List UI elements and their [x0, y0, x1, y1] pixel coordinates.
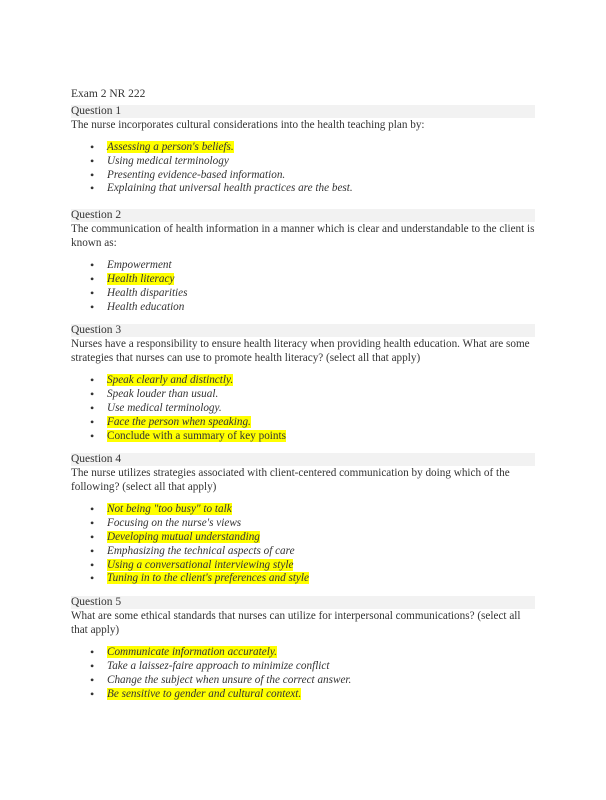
- bullet-icon: •: [90, 672, 95, 687]
- answer-item: [90, 645, 535, 660]
- question-5: [71, 596, 535, 701]
- answer-text: Use medical terminology.: [107, 401, 222, 414]
- bullet-icon: •: [90, 686, 95, 701]
- question-text: The communication of health information in a manner which is clear and understandable to the client is known as:: [71, 223, 535, 250]
- highlighted-answer-text: Not being "too busy" to talk: [107, 503, 232, 516]
- bullet-icon: •: [90, 557, 95, 572]
- bullet-icon: •: [90, 400, 95, 415]
- answer-text: Emphasizing the technical aspects of care: [107, 544, 295, 557]
- answer-item: [90, 140, 535, 155]
- question-text: Nurses have a responsibility to ensure health literacy when providing health education. What are some strategies that nurses can use to promote health literacy? (select all that apply): [71, 338, 530, 365]
- highlighted-answer-text: Assessing a person's beliefs.: [107, 141, 234, 153]
- answer-item: [90, 387, 535, 402]
- answer-item: [90, 271, 535, 287]
- answer-text: Focusing on the nurse's views: [107, 517, 242, 530]
- answer-item: [90, 543, 535, 559]
- highlighted-answer-text: Speak clearly and distinctly.: [107, 374, 234, 387]
- highlighted-answer-text: Using a conversational interviewing style: [107, 558, 294, 571]
- answer-item: [90, 400, 535, 416]
- bullet-icon: •: [90, 414, 95, 429]
- answer-list: [71, 259, 535, 314]
- bullet-icon: •: [90, 529, 95, 544]
- question-text: The nurse utilizes strategies associated with client-centered communication by doing which of the following? (select all that apply): [71, 467, 510, 494]
- bullet-icon: •: [90, 502, 95, 517]
- answer-text: Health disparities: [107, 286, 188, 299]
- answer-item: [90, 658, 535, 674]
- answer-text: Using medical terminology: [107, 154, 229, 167]
- answer-list: [71, 374, 535, 443]
- question-label: Question 4: [71, 453, 535, 466]
- answer-list: [71, 503, 535, 586]
- highlighted-answer-text: Health literacy: [107, 272, 175, 285]
- answer-item: [90, 153, 535, 169]
- bullet-icon: •: [90, 285, 95, 300]
- answer-text: Speak louder than usual.: [107, 388, 219, 401]
- bullet-icon: •: [90, 428, 95, 443]
- answer-item: [90, 672, 535, 688]
- bullet-icon: •: [90, 271, 95, 286]
- answer-text: Change the subject when unsure of the correct answer.: [107, 673, 352, 686]
- question-text: What are some ethical standards that nurses can utilize for interpersonal communications? (select all that apply): [71, 610, 521, 637]
- question-3: [71, 324, 535, 443]
- question-1: [71, 105, 535, 196]
- bullet-icon: •: [90, 373, 95, 388]
- question-list: [71, 105, 535, 701]
- answer-item: [90, 428, 535, 444]
- bullet-icon: •: [90, 181, 95, 196]
- answer-text: Presenting evidence-based information.: [107, 168, 286, 181]
- answer-text: Empowerment: [107, 259, 172, 272]
- answer-item: [90, 529, 535, 545]
- bullet-icon: •: [90, 387, 95, 402]
- bullet-icon: •: [90, 153, 95, 168]
- document-page: [71, 87, 535, 711]
- highlighted-answer-text: Face the person when speaking.: [107, 415, 251, 428]
- answer-item: [90, 373, 535, 388]
- highlighted-answer-text: Communicate information accurately.: [107, 646, 277, 659]
- answer-item: [90, 299, 535, 315]
- question-label: Question 5: [71, 596, 535, 609]
- bullet-icon: •: [90, 645, 95, 660]
- bullet-icon: •: [90, 258, 95, 273]
- answer-text: Health education: [107, 300, 185, 313]
- question-label: Question 3: [71, 324, 535, 337]
- bullet-icon: •: [90, 571, 95, 586]
- bullet-icon: •: [90, 543, 95, 558]
- bullet-icon: •: [90, 516, 95, 531]
- highlighted-answer-text: Tuning in to the client's preferences and style: [107, 572, 309, 585]
- answer-item: [90, 167, 535, 183]
- question-2: [71, 209, 535, 314]
- answer-list: [71, 646, 535, 701]
- bullet-icon: •: [90, 140, 95, 154]
- answer-text: Explaining that universal health practices are the best.: [107, 182, 353, 195]
- answer-item: [90, 502, 535, 517]
- highlighted-answer-text: Be sensitive to gender and cultural context.: [107, 687, 302, 700]
- question-text: The nurse incorporates cultural considerations into the health teaching plan by:: [71, 119, 425, 131]
- answer-item: [90, 285, 535, 301]
- answer-list: [71, 141, 535, 196]
- question-4: [71, 453, 535, 586]
- answer-item: [90, 557, 535, 573]
- answer-item: [90, 686, 535, 702]
- answer-text: Take a laissez-faire approach to minimize conflict: [107, 659, 330, 672]
- question-label: Question 1: [71, 105, 535, 118]
- answer-item: [90, 181, 535, 196]
- highlighted-answer-text: Developing mutual understanding: [107, 530, 260, 543]
- answer-item: [90, 571, 535, 586]
- bullet-icon: •: [90, 167, 95, 182]
- document-title: Exam 2 NR 222: [71, 88, 146, 100]
- question-label: Question 2: [71, 209, 535, 222]
- bullet-icon: •: [90, 658, 95, 673]
- bullet-icon: •: [90, 299, 95, 314]
- answer-item: [90, 516, 535, 531]
- answer-item: [90, 258, 535, 273]
- answer-item: [90, 414, 535, 430]
- highlighted-answer-text: Conclude with a summary of key points: [107, 429, 286, 442]
